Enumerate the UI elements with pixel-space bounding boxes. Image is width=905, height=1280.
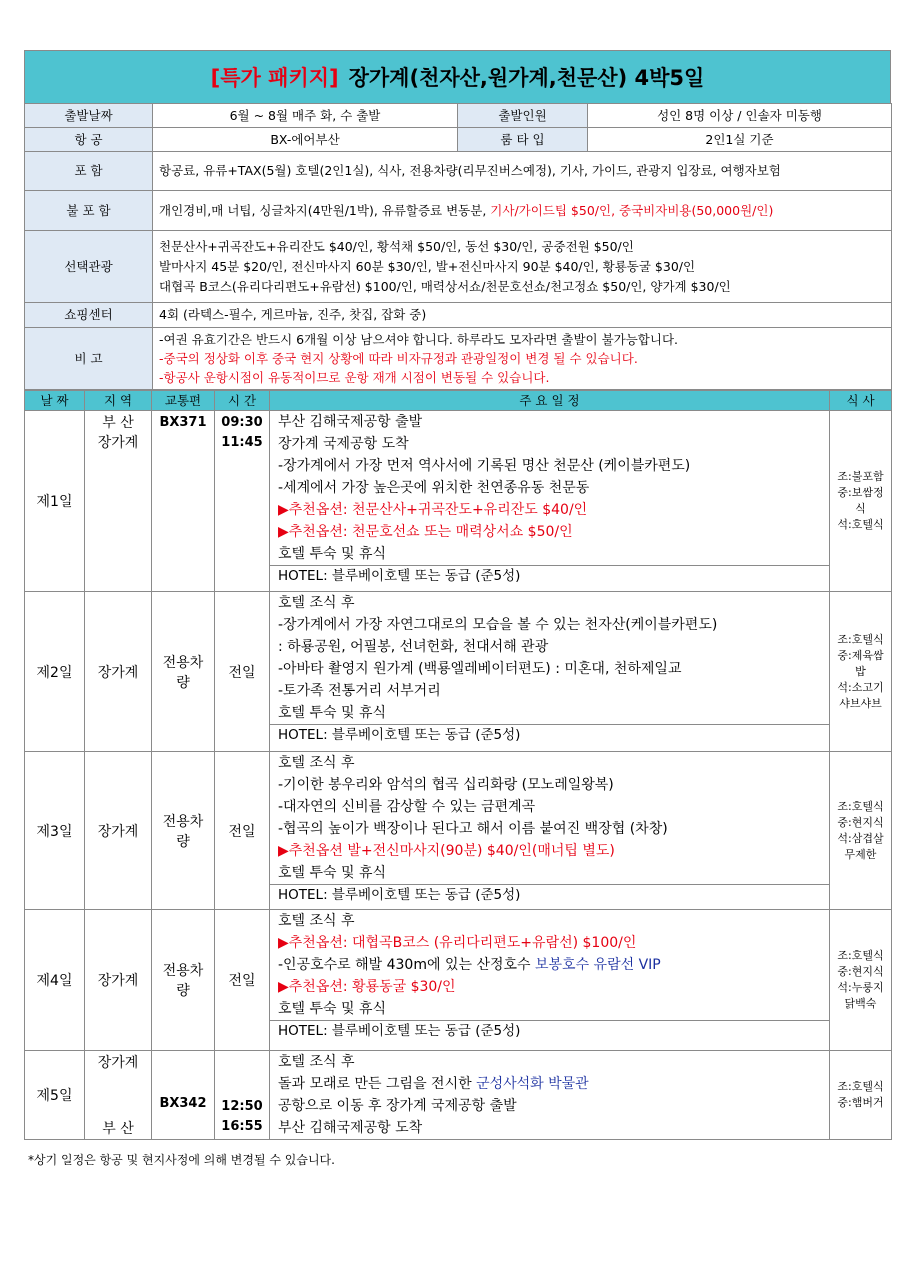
remarks: [153, 328, 892, 390]
day-time: [215, 411, 270, 592]
include-label: 포 함: [25, 152, 153, 191]
meal-line: 무제한: [844, 847, 877, 861]
time-line: 11:45: [221, 435, 263, 450]
day-region: [85, 1051, 152, 1140]
meal-line: 닭백숙: [844, 997, 877, 1010]
itinerary-line: [278, 1073, 821, 1095]
itinerary-line: ▶추천옵션: 황룡동굴 $30/인: [278, 979, 456, 995]
day-transport: BX342: [152, 1051, 215, 1140]
day-itinerary: [270, 1051, 830, 1140]
col-itinerary: 주 요 일 정: [270, 391, 830, 411]
day-meals: [830, 910, 892, 1051]
day-label: 제4일: [25, 910, 85, 1051]
day-region: 장가계: [85, 910, 152, 1051]
day-region: 장가계: [85, 592, 152, 752]
day-row: [25, 592, 892, 752]
depart-people-label: 출발인원: [458, 104, 588, 128]
itinerary-line: -토가족 전통거리 서부거리: [278, 683, 441, 699]
itinerary-line: [278, 954, 821, 976]
day-transport: 전용차량: [152, 752, 215, 910]
itinerary-document: [24, 50, 891, 1140]
itinerary-line: 호텔 조식 후: [278, 755, 355, 771]
hotel-line: HOTEL: 블루베이호텔 또는 동급 (준5성): [270, 565, 829, 587]
depart-date-label: 출발날짜: [25, 104, 153, 128]
day-itinerary: [270, 592, 830, 752]
meal-line: 중:제육쌈밥: [837, 648, 884, 678]
itinerary-line: -장가계에서 가장 먼저 역사서에 기록된 명산 천문산 (케이블카편도): [278, 458, 691, 474]
day-itinerary: [270, 411, 830, 592]
region-line: 부 산: [102, 1121, 134, 1137]
day-time: 전일: [215, 910, 270, 1051]
hotel-line: HOTEL: 블루베이호텔 또는 동급 (준5성): [270, 1020, 829, 1042]
itinerary-line: 호텔 조식 후: [278, 595, 355, 611]
day-region: [85, 411, 152, 592]
option-list: [153, 231, 892, 303]
itinerary-line: ▶추천옵션 발+전신마사지(90분) $40/인(매너팁 별도): [278, 843, 615, 859]
meal-line: 중:현지식: [837, 815, 884, 829]
depart-people: 성인 8명 이상 / 인솔자 미동행: [588, 104, 892, 128]
meal-line: 중:햄버거: [837, 1096, 884, 1109]
day-row: [25, 910, 892, 1051]
itinerary-line: 호텔 조식 후: [278, 1054, 355, 1070]
itinerary-line: 호텔 투숙 및 휴식: [278, 705, 387, 721]
itinerary-line: -대자연의 신비를 감상할 수 있는 금편계곡: [278, 799, 536, 815]
region-line: 장가계: [97, 1055, 139, 1071]
exclude-text-red: 기사/가이드팁 $50/인, 중국비자비용(50,000원/인): [490, 202, 774, 218]
itinerary-line: 공항으로 이동 후 장가계 국제공항 출발: [278, 1098, 517, 1114]
day-label: 제2일: [25, 592, 85, 752]
itinerary-line: 호텔 투숙 및 휴식: [278, 1001, 387, 1017]
day-itinerary: [270, 752, 830, 910]
itinerary-line: 장가계 국제공항 도착: [278, 436, 409, 452]
itinerary-line: ▶추천옵션: 대협곡B코스 (유리다리편도+유람선) $100/인: [278, 935, 637, 951]
itinerary-line: ▶추천옵션: 천문산사+귀곡잔도+유리잔도 $40/인: [278, 502, 588, 518]
meal-line: 조:호텔식: [837, 799, 884, 813]
remarks-label: 비 고: [25, 328, 153, 390]
option-label: 선택관광: [25, 231, 153, 303]
col-transport: 교통편: [152, 391, 215, 411]
day-meals: [830, 592, 892, 752]
day-row: [25, 752, 892, 910]
day-row: [25, 1051, 892, 1140]
region-line: 부 산: [102, 415, 134, 431]
day-row: [25, 411, 892, 592]
meal-line: 중:현지식: [837, 965, 884, 978]
day-transport: 전용차량: [152, 592, 215, 752]
itinerary-line: 호텔 투숙 및 휴식: [278, 865, 387, 881]
meal-line: 샤브샤브: [839, 696, 882, 710]
footnote: *상기 일정은 항공 및 현지사정에 의해 변경될 수 있습니다.: [28, 1153, 335, 1167]
exclude-text-black: 개인경비,매 너팁, 싱글차지(4만원/1박), 유류할증료 변동분,: [159, 202, 491, 218]
time-line: 16:55: [221, 1119, 263, 1134]
itinerary-line: -장가계에서 가장 자연그대로의 모습을 볼 수 있는 천자산(케이블카편도): [278, 617, 718, 633]
itinerary-line: 부산 김해국제공항 도착: [278, 1120, 423, 1136]
day-time: 전일: [215, 752, 270, 910]
day-region: 장가계: [85, 752, 152, 910]
option-line: 천문산사+귀곡잔도+유리잔도 $40/인, 황석채 $50/인, 동선 $30/인, 공중전원 $50/인: [159, 238, 634, 254]
hotel-line: HOTEL: 블루베이호텔 또는 동급 (준5성): [270, 724, 829, 746]
shopping-text: 4회 (라텍스-필수, 게르마늄, 진주, 찻집, 잡화 중): [153, 303, 892, 328]
schedule-header: [25, 391, 892, 411]
airline: BX-에어부산: [153, 128, 458, 152]
schedule-table: [24, 390, 892, 1140]
info-table: [24, 103, 892, 390]
shopping-label: 쇼핑센터: [25, 303, 153, 328]
col-meal: 식 사: [830, 391, 892, 411]
airline-label: 항 공: [25, 128, 153, 152]
room-type: 2인1실 기준: [588, 128, 892, 152]
meal-line: 석:호텔식: [837, 518, 884, 531]
day-transport: BX371: [152, 411, 215, 592]
option-line: 발마사지 45분 $20/인, 전신마사지 60분 $30/인, 발+전신마사지 90분 $40/인, 황룡동굴 $30/인: [159, 258, 696, 274]
day-transport: 전용차량: [152, 910, 215, 1051]
itinerary-line: 호텔 조식 후: [278, 913, 355, 929]
itinerary-line: : 하룡공원, 어필봉, 선녀헌화, 천대서해 관광: [278, 639, 549, 655]
itinerary-text: 돌과 모래로 만든 그림을 전시한: [278, 1076, 477, 1092]
meal-line: 조:호텔식: [837, 1080, 884, 1093]
itinerary-line: -아바타 촬영지 원가계 (백룡엘레베이터편도) : 미혼대, 천하제일교: [278, 661, 682, 677]
day-time: [215, 1051, 270, 1140]
col-region: 지 역: [85, 391, 152, 411]
remark-line: -여권 유효기간은 반드시 6개월 이상 남으셔야 합니다. 하루라도 모자라면 출발이 불가능합니다.: [159, 332, 678, 347]
meal-line: 석:소고기: [837, 680, 884, 694]
itinerary-highlight: 보봉호수 유람선 VIP: [535, 957, 661, 973]
itinerary-text: -인공호수로 해발 430m에 있는 산정호수: [278, 957, 535, 973]
remark-line: -중국의 정상화 이후 중국 현지 상황에 따라 비자규정과 관광일정이 변경 될 수 있습니다.: [159, 351, 638, 366]
itinerary-line: -기이한 봉우리와 암석의 협곡 십리화랑 (모노레일왕복): [278, 777, 614, 793]
itinerary-highlight: 군성사석화 박물관: [476, 1076, 589, 1092]
meal-line: 중:보쌈정식: [837, 486, 884, 515]
meal-line: 조:불포함: [837, 470, 884, 483]
day-meals: [830, 752, 892, 910]
col-date: 날 짜: [25, 391, 85, 411]
exclude-label: 불 포 함: [25, 191, 153, 231]
itinerary-line: -세계에서 가장 높은곳에 위치한 천연종유동 천문동: [278, 480, 590, 496]
depart-date: 6월 ~ 8월 매주 화, 수 출발: [153, 104, 458, 128]
meal-line: 조:호텔식: [837, 949, 884, 962]
meal-line: 석:삼겹살: [837, 831, 884, 845]
include-text: 항공료, 유류+TAX(5월) 호텔(2인1실), 식사, 전용차량(리무진버스예정), 기사, 가이드, 관광지 입장료, 여행자보험: [153, 152, 892, 191]
time-line: 09:30: [221, 415, 263, 430]
day-meals: [830, 411, 892, 592]
title-main: 장가계(천자산,원가계,천문산) 4박5일: [348, 66, 705, 90]
meal-line: 조:호텔식: [837, 632, 884, 646]
option-line: 대협곡 B코스(유리다리편도+유람선) $100/인, 매력상서쇼/천문호선쇼/천고정쇼 $50/인, 양가계 $30/인: [159, 278, 731, 294]
time-line: 12:50: [221, 1099, 263, 1114]
meal-line: 석:누룽지: [837, 981, 884, 994]
exclude-text: [153, 191, 892, 231]
title-tag: [특가 패키지]: [210, 66, 339, 90]
itinerary-line: -협곡의 높이가 백장이나 된다고 해서 이름 붙여진 백장협 (차창): [278, 821, 668, 837]
day-itinerary: [270, 910, 830, 1051]
day-time: 전일: [215, 592, 270, 752]
day-label: 제1일: [25, 411, 85, 592]
itinerary-line: ▶추천옵션: 천문호선쇼 또는 매력상서쇼 $50/인: [278, 524, 573, 540]
remark-line: -항공사 운항시점이 유동적이므로 운항 재개 시점이 변동될 수 있습니다.: [159, 370, 550, 385]
room-label: 룸 타 입: [458, 128, 588, 152]
day-label: 제5일: [25, 1051, 85, 1140]
title-bar: [24, 50, 891, 103]
hotel-line: HOTEL: 블루베이호텔 또는 동급 (준5성): [270, 884, 829, 906]
itinerary-line: 부산 김해국제공항 출발: [278, 414, 423, 430]
col-time: 시 간: [215, 391, 270, 411]
day-label: 제3일: [25, 752, 85, 910]
region-line: 장가계: [97, 435, 139, 451]
day-meals: [830, 1051, 892, 1140]
itinerary-line: 호텔 투숙 및 휴식: [278, 546, 387, 562]
